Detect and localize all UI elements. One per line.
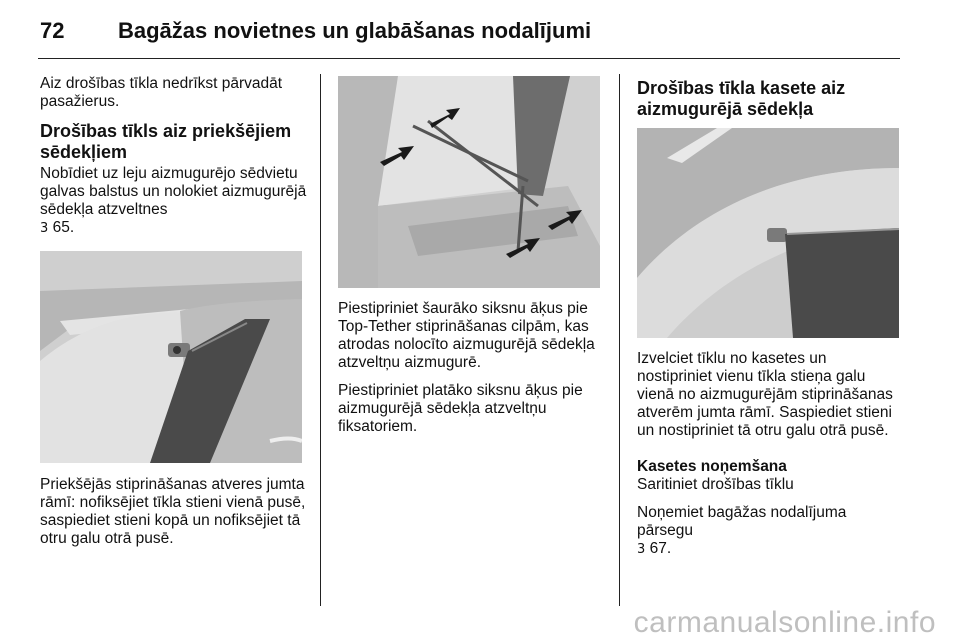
- page-number: 72: [40, 18, 65, 43]
- removal-step-2-text: Noņemiet bagāžas nodalījuma pārsegu: [637, 504, 847, 539]
- column-2: [338, 300, 608, 446]
- page-title: Bagāžas novietnes un glabāšanas nodalījumi: [118, 18, 592, 43]
- section-heading-cassette: Drošības tīkla kasete aiz aizmugurējā sēdekļa: [637, 78, 846, 119]
- anchorage-slot: [767, 228, 787, 242]
- removal-step-2: [637, 504, 905, 559]
- watermark: carmanualsonline.info: [633, 606, 936, 639]
- subheading-cassette-removal: Kasetes noņemšana: [637, 458, 787, 475]
- figure-caption-1: [40, 476, 308, 558]
- instruction-body: Nobīdiet uz leju aizmugurējo sēdvietu galvas balstus un nolokiet aizmugurējā sēdekļa atzveltnes: [40, 165, 307, 218]
- strap-instruction-2: Piestipriniet platāko siksnu āķus pie aizmugurējā sēdekļa atzveltņu fiksatoriem.: [338, 382, 583, 435]
- column-divider-1: [320, 74, 321, 606]
- column-3: [637, 350, 905, 569]
- figure-front-anchorage: [40, 251, 302, 463]
- anchorage-hole: [173, 346, 181, 354]
- strap-instruction-1: Piestipriniet šaurāko siksnu āķus pie Top-Tether stiprināšanas cilpām, kas atrodas nolocīto aizmugurējā sēdekļa atzveltņu aizmugurē.: [338, 300, 595, 371]
- cassette-instruction: Izvelciet tīklu no kasetes un nostipriniet vienu tīkla stieņa galu vienā no aizmugurējām stiprināšanas atverēm jumta rāmī. Saspiediet stieni un nostipriniet tā otru galu otrā pusē.: [637, 350, 893, 439]
- cross-reference-page[interactable]: 67.: [649, 540, 672, 557]
- column-3-heading: [637, 78, 903, 122]
- column-divider-2: [619, 74, 620, 606]
- instruction-text: [40, 165, 308, 238]
- cross-reference-arrow-icon: 3: [40, 221, 49, 236]
- intro-text: Aiz drošības tīkla nedrīkst pārvadāt pasažierus.: [40, 75, 283, 110]
- section-heading-front-net: Drošības tīkls aiz priekšējiem sēdekļiem: [40, 121, 292, 162]
- removal-step-1: Saritiniet drošības tīklu: [637, 476, 794, 493]
- column-1: [40, 75, 308, 238]
- cassette-net: [785, 228, 899, 338]
- header-rule: [38, 58, 900, 59]
- caption-text: Priekšējās stiprināšanas atveres jumta rāmī: nofiksējiet tīkla stieni vienā pusē, saspiediet stieni kopā un nofiksējiet tā otru galu otrā pusē.: [40, 476, 306, 547]
- cross-reference-page[interactable]: 65.: [52, 219, 75, 236]
- figure-strap-attachment: [338, 76, 600, 288]
- figure-net-cassette: [637, 128, 899, 338]
- cross-reference-arrow-icon: 3: [637, 542, 646, 557]
